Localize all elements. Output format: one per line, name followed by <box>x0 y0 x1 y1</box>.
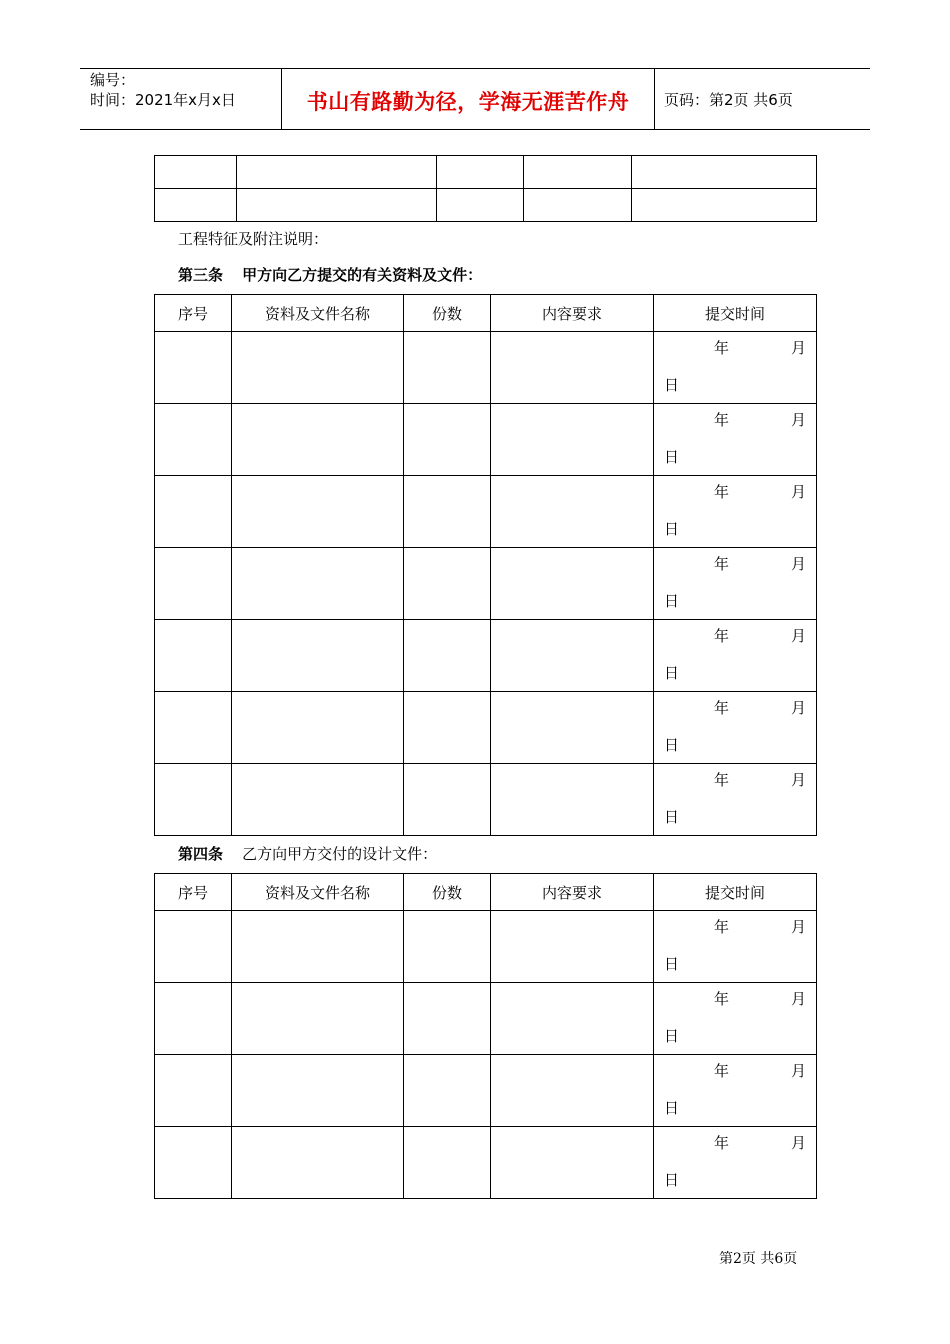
day-label: 日 <box>664 520 680 538</box>
submission-date-cell <box>654 911 817 983</box>
column-header: 序号 <box>155 874 232 911</box>
year-label: 年 <box>714 771 730 789</box>
column-header: 资料及文件名称 <box>232 874 404 911</box>
table-row <box>155 156 817 189</box>
table-row <box>155 189 817 222</box>
month-label: 月 <box>790 627 806 645</box>
article3-heading: 第三条 <box>178 266 224 284</box>
day-label: 日 <box>664 808 680 826</box>
table-row <box>155 983 817 1055</box>
column-header: 内容要求 <box>491 295 654 332</box>
day-label: 日 <box>664 1027 680 1045</box>
day-label: 日 <box>664 1171 680 1189</box>
month-label: 月 <box>790 990 806 1008</box>
table-row <box>155 620 817 692</box>
table-row <box>155 404 817 476</box>
month-label: 月 <box>790 1062 806 1080</box>
year-label: 年 <box>714 918 730 936</box>
table-header-row <box>155 874 817 911</box>
month-label: 月 <box>790 918 806 936</box>
submission-date-cell <box>654 548 817 620</box>
month-label: 月 <box>790 771 806 789</box>
project-notes-label: 工程特征及附注说明： <box>178 230 329 248</box>
table-row <box>155 476 817 548</box>
submission-date-cell <box>654 1055 817 1127</box>
month-label: 月 <box>790 339 806 357</box>
submission-date-cell <box>654 476 817 548</box>
day-label: 日 <box>664 736 680 754</box>
submission-date-cell <box>654 404 817 476</box>
submission-date-cell <box>654 1127 817 1199</box>
day-label: 日 <box>664 955 680 973</box>
year-label: 年 <box>714 1134 730 1152</box>
column-header: 提交时间 <box>654 295 817 332</box>
header-meta <box>90 70 236 110</box>
table-row <box>155 1055 817 1127</box>
column-header: 序号 <box>155 295 232 332</box>
column-header: 内容要求 <box>491 874 654 911</box>
page-footer: 第2页 共6页 <box>719 1251 798 1267</box>
table-row <box>155 911 817 983</box>
month-label: 月 <box>790 555 806 573</box>
article4-table <box>154 873 817 1199</box>
column-header: 份数 <box>404 295 491 332</box>
day-label: 日 <box>664 1099 680 1117</box>
header-top-rule <box>80 68 870 69</box>
month-label: 月 <box>790 699 806 717</box>
article4-heading: 第四条 <box>178 845 224 863</box>
submission-date-cell <box>654 332 817 404</box>
document-time-label: 时间：2021年x月x日 <box>90 91 236 109</box>
year-label: 年 <box>714 627 730 645</box>
month-label: 月 <box>790 483 806 501</box>
day-label: 日 <box>664 592 680 610</box>
day-label: 日 <box>664 376 680 394</box>
table-row <box>155 692 817 764</box>
column-header: 提交时间 <box>654 874 817 911</box>
submission-date-cell <box>654 620 817 692</box>
year-label: 年 <box>714 1062 730 1080</box>
header-bottom-rule <box>80 129 870 130</box>
header-motto: 书山有路勤为径，学海无涯苦作舟 <box>306 90 630 114</box>
year-label: 年 <box>714 555 730 573</box>
article3-title <box>178 264 482 285</box>
year-label: 年 <box>714 483 730 501</box>
header-page-number: 页码：第2页 共6页 <box>664 91 793 109</box>
table-row <box>155 764 817 836</box>
article3-table <box>154 294 817 836</box>
day-label: 日 <box>664 448 680 466</box>
year-label: 年 <box>714 990 730 1008</box>
submission-date-cell <box>654 983 817 1055</box>
article4-text: 乙方向甲方交付的设计文件： <box>242 845 438 863</box>
table-header-row <box>155 295 817 332</box>
day-label: 日 <box>664 664 680 682</box>
table-row <box>155 548 817 620</box>
article3-text: 甲方向乙方提交的有关资料及文件： <box>242 266 483 284</box>
project-table-continued <box>154 155 817 222</box>
column-header: 份数 <box>404 874 491 911</box>
month-label: 月 <box>790 411 806 429</box>
header-divider-right <box>654 68 655 129</box>
year-label: 年 <box>714 699 730 717</box>
column-header: 资料及文件名称 <box>232 295 404 332</box>
submission-date-cell <box>654 692 817 764</box>
submission-date-cell <box>654 764 817 836</box>
document-number-label: 编号： <box>90 71 136 89</box>
year-label: 年 <box>714 339 730 357</box>
month-label: 月 <box>790 1134 806 1152</box>
article4-title <box>178 843 437 864</box>
table-row <box>155 332 817 404</box>
year-label: 年 <box>714 411 730 429</box>
table-row <box>155 1127 817 1199</box>
